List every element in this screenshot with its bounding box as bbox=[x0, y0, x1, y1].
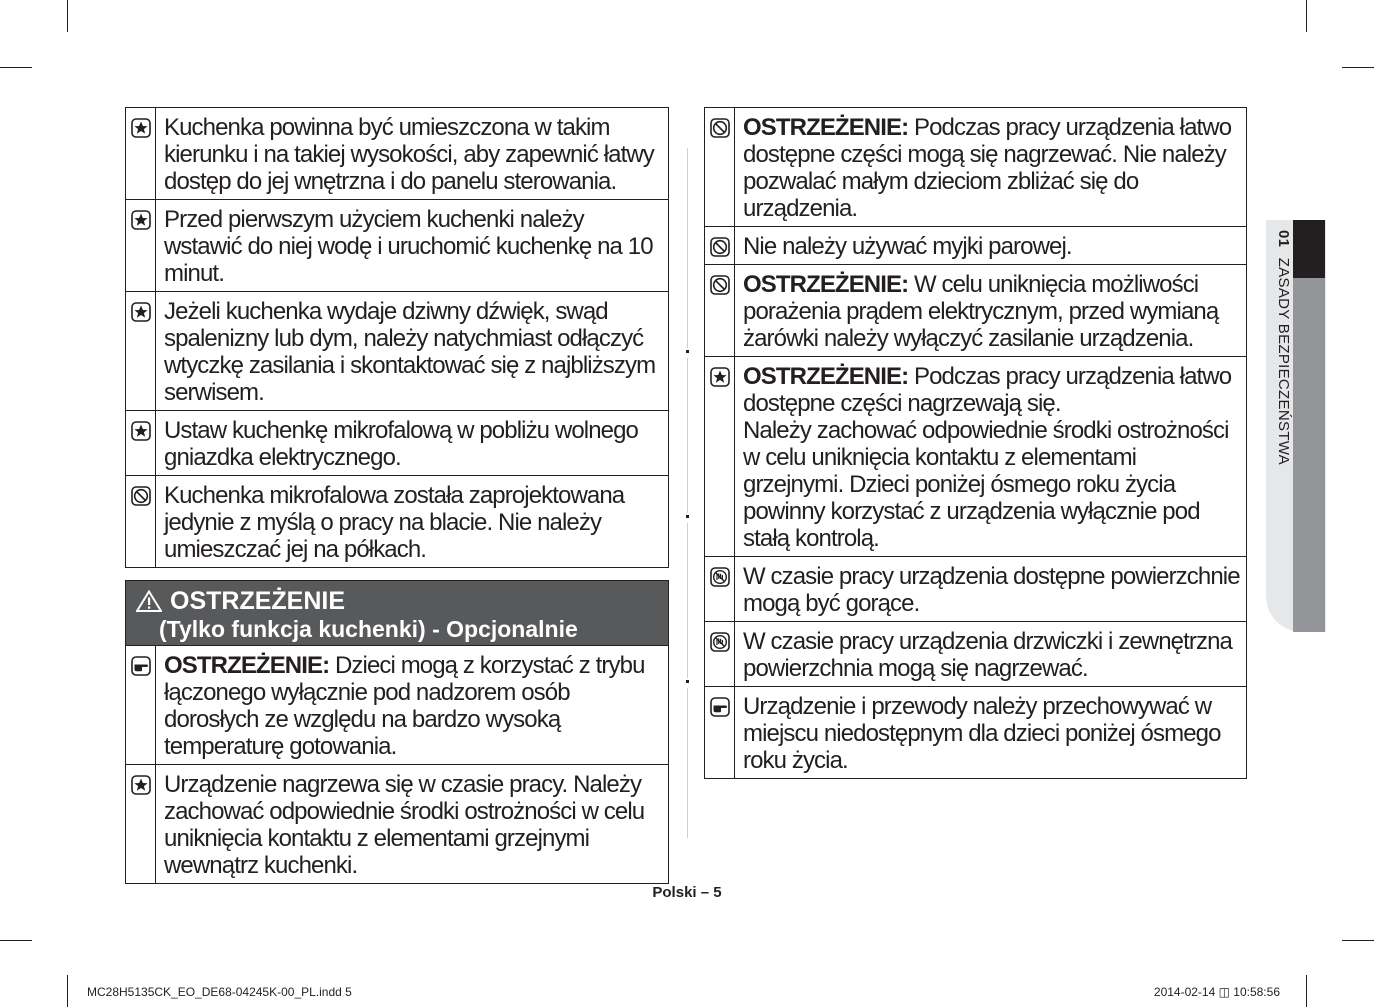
crop-mark bbox=[1306, 975, 1307, 1007]
safety-text: Jeżeli kuchenka wydaje dziwny dźwięk, swąd spalenizny lub dym, należy natychmiast odłączyć wtyczkę zasilania i skontaktować się z najbliższym serwisem. bbox=[156, 292, 669, 411]
section-number: 01 bbox=[1275, 230, 1292, 248]
prohibited-icon bbox=[710, 237, 730, 257]
safety-row bbox=[705, 557, 1247, 622]
footer-filename: MC28H5135CK_EO_DE68-04245K-00_PL.indd 5 bbox=[87, 985, 352, 999]
safety-text: Kuchenka mikrofalowa została zaprojektowana jedynie z myślą o pracy na blacie. Nie należy umieszczać jej na półkach. bbox=[156, 476, 669, 568]
safety-text: W celu uniknięcia możliwości porażenia prądem elektrycznym, przed wymianą żarówki należy wyłączyć zasilanie urządzenia. bbox=[743, 271, 1219, 352]
star-icon bbox=[131, 421, 151, 441]
safety-row bbox=[126, 292, 669, 411]
star-icon bbox=[131, 210, 151, 230]
prohibited-icon bbox=[710, 118, 730, 138]
warning-keyword: OSTRZEŻENIE: bbox=[164, 652, 330, 679]
crop-mark bbox=[1342, 67, 1374, 68]
safety-row bbox=[126, 646, 669, 765]
safety-row bbox=[126, 200, 669, 292]
crop-mark bbox=[67, 0, 68, 32]
no-touch-icon bbox=[710, 567, 730, 587]
safety-row bbox=[705, 227, 1247, 265]
right-column bbox=[704, 107, 1247, 779]
safety-row bbox=[705, 265, 1247, 357]
safety-row bbox=[705, 357, 1247, 557]
side-tab-strip bbox=[1293, 278, 1325, 632]
safety-text: Podczas pracy urządzenia łatwo dostępne części nagrzewają się. Należy zachować odpowiednie środki ostrożności w celu uniknięcia kontaktu z elementami grzejnymi. Dzieci poniżej ósmego roku życia powinny korzystać z urządzenia wyłącznie pod stałą kontrolą. bbox=[743, 363, 1232, 552]
warning-subtitle: (Tylko funkcja kuchenki) - Opcjonalnie bbox=[159, 616, 578, 642]
warning-header bbox=[125, 580, 669, 645]
safety-row bbox=[126, 765, 669, 884]
warning-table bbox=[125, 645, 669, 884]
warning-triangle-icon bbox=[136, 590, 162, 612]
safety-row bbox=[126, 411, 669, 476]
crop-mark bbox=[67, 975, 68, 1007]
prohibited-icon bbox=[710, 275, 730, 295]
left-column bbox=[125, 107, 669, 884]
star-icon bbox=[131, 118, 151, 138]
safety-text: Kuchenka powinna być umieszczona w takim kierunku i na takiej wysokości, aby zapewnić łatwy dostęp do jej wnętrzna i do panelu sterowania. bbox=[156, 108, 669, 200]
safety-text: Ustaw kuchenkę mikrofalową w pobliżu wolnego gniazdka elektrycznego. bbox=[156, 411, 669, 476]
safety-text: Podczas pracy urządzenia łatwo dostępne części mogą się nagrzewać. Nie należy pozwalać małym dzieciom zbliżać się do urządzenia. bbox=[743, 114, 1232, 222]
star-icon bbox=[710, 367, 730, 387]
warning-keyword: OSTRZEŻENIE: bbox=[743, 363, 909, 390]
pointing-hand-icon bbox=[131, 656, 151, 676]
footer-timestamp: 2014-02-14 ◫ 10:58:56 bbox=[1153, 985, 1280, 999]
column-divider bbox=[686, 148, 689, 838]
crop-mark bbox=[0, 940, 32, 941]
crop-mark bbox=[1342, 940, 1374, 941]
safety-row bbox=[705, 622, 1247, 687]
safety-row bbox=[705, 108, 1247, 227]
crop-mark bbox=[0, 67, 32, 68]
safety-table-top bbox=[125, 107, 669, 568]
safety-text: Przed pierwszym użyciem kuchenki należy wstawić do niej wodę i uruchomić kuchenkę na 10 minut. bbox=[156, 200, 669, 292]
section-title: ZASADY BEZPIECZEŃSTWA bbox=[1275, 257, 1292, 465]
section-label bbox=[1266, 230, 1292, 530]
star-icon bbox=[131, 775, 151, 795]
star-icon bbox=[131, 302, 151, 322]
safety-text: W czasie pracy urządzenia dostępne powierzchnie mogą być gorące. bbox=[743, 563, 1240, 617]
safety-row bbox=[705, 687, 1247, 779]
no-touch-icon bbox=[710, 632, 730, 652]
safety-text: Nie należy używać myjki parowej. bbox=[743, 233, 1072, 260]
crop-mark bbox=[1306, 0, 1307, 32]
safety-row bbox=[126, 108, 669, 200]
warning-title: OSTRZEŻENIE bbox=[170, 587, 346, 615]
safety-table-right bbox=[704, 107, 1247, 779]
pointing-hand-icon bbox=[710, 697, 730, 717]
side-tab-marker bbox=[1293, 220, 1325, 278]
safety-text: Dzieci mogą z korzystać z trybu łączonego wyłącznie pod nadzorem osób dorosłych ze względu na bardzo wysoką temperaturę gotowania. bbox=[164, 652, 645, 760]
safety-text: Urządzenie i przewody należy przechowywać w miejscu niedostępnym dla dzieci poniżej ósmego roku życia. bbox=[743, 693, 1221, 774]
safety-row bbox=[126, 476, 669, 568]
warning-keyword: OSTRZEŻENIE: bbox=[743, 114, 909, 141]
warning-keyword: OSTRZEŻENIE: bbox=[743, 271, 909, 298]
page-number: Polski – 5 bbox=[652, 884, 722, 901]
safety-text: Urządzenie nagrzewa się w czasie pracy. Należy zachować odpowiednie środki ostrożności w celu uniknięcia kontaktu z elementami grzejnymi wewnątrz kuchenki. bbox=[156, 765, 669, 884]
prohibited-icon bbox=[131, 486, 151, 506]
safety-text: W czasie pracy urządzenia drzwiczki i zewnętrzna powierzchnia mogą się nagrzewać. bbox=[743, 628, 1232, 682]
